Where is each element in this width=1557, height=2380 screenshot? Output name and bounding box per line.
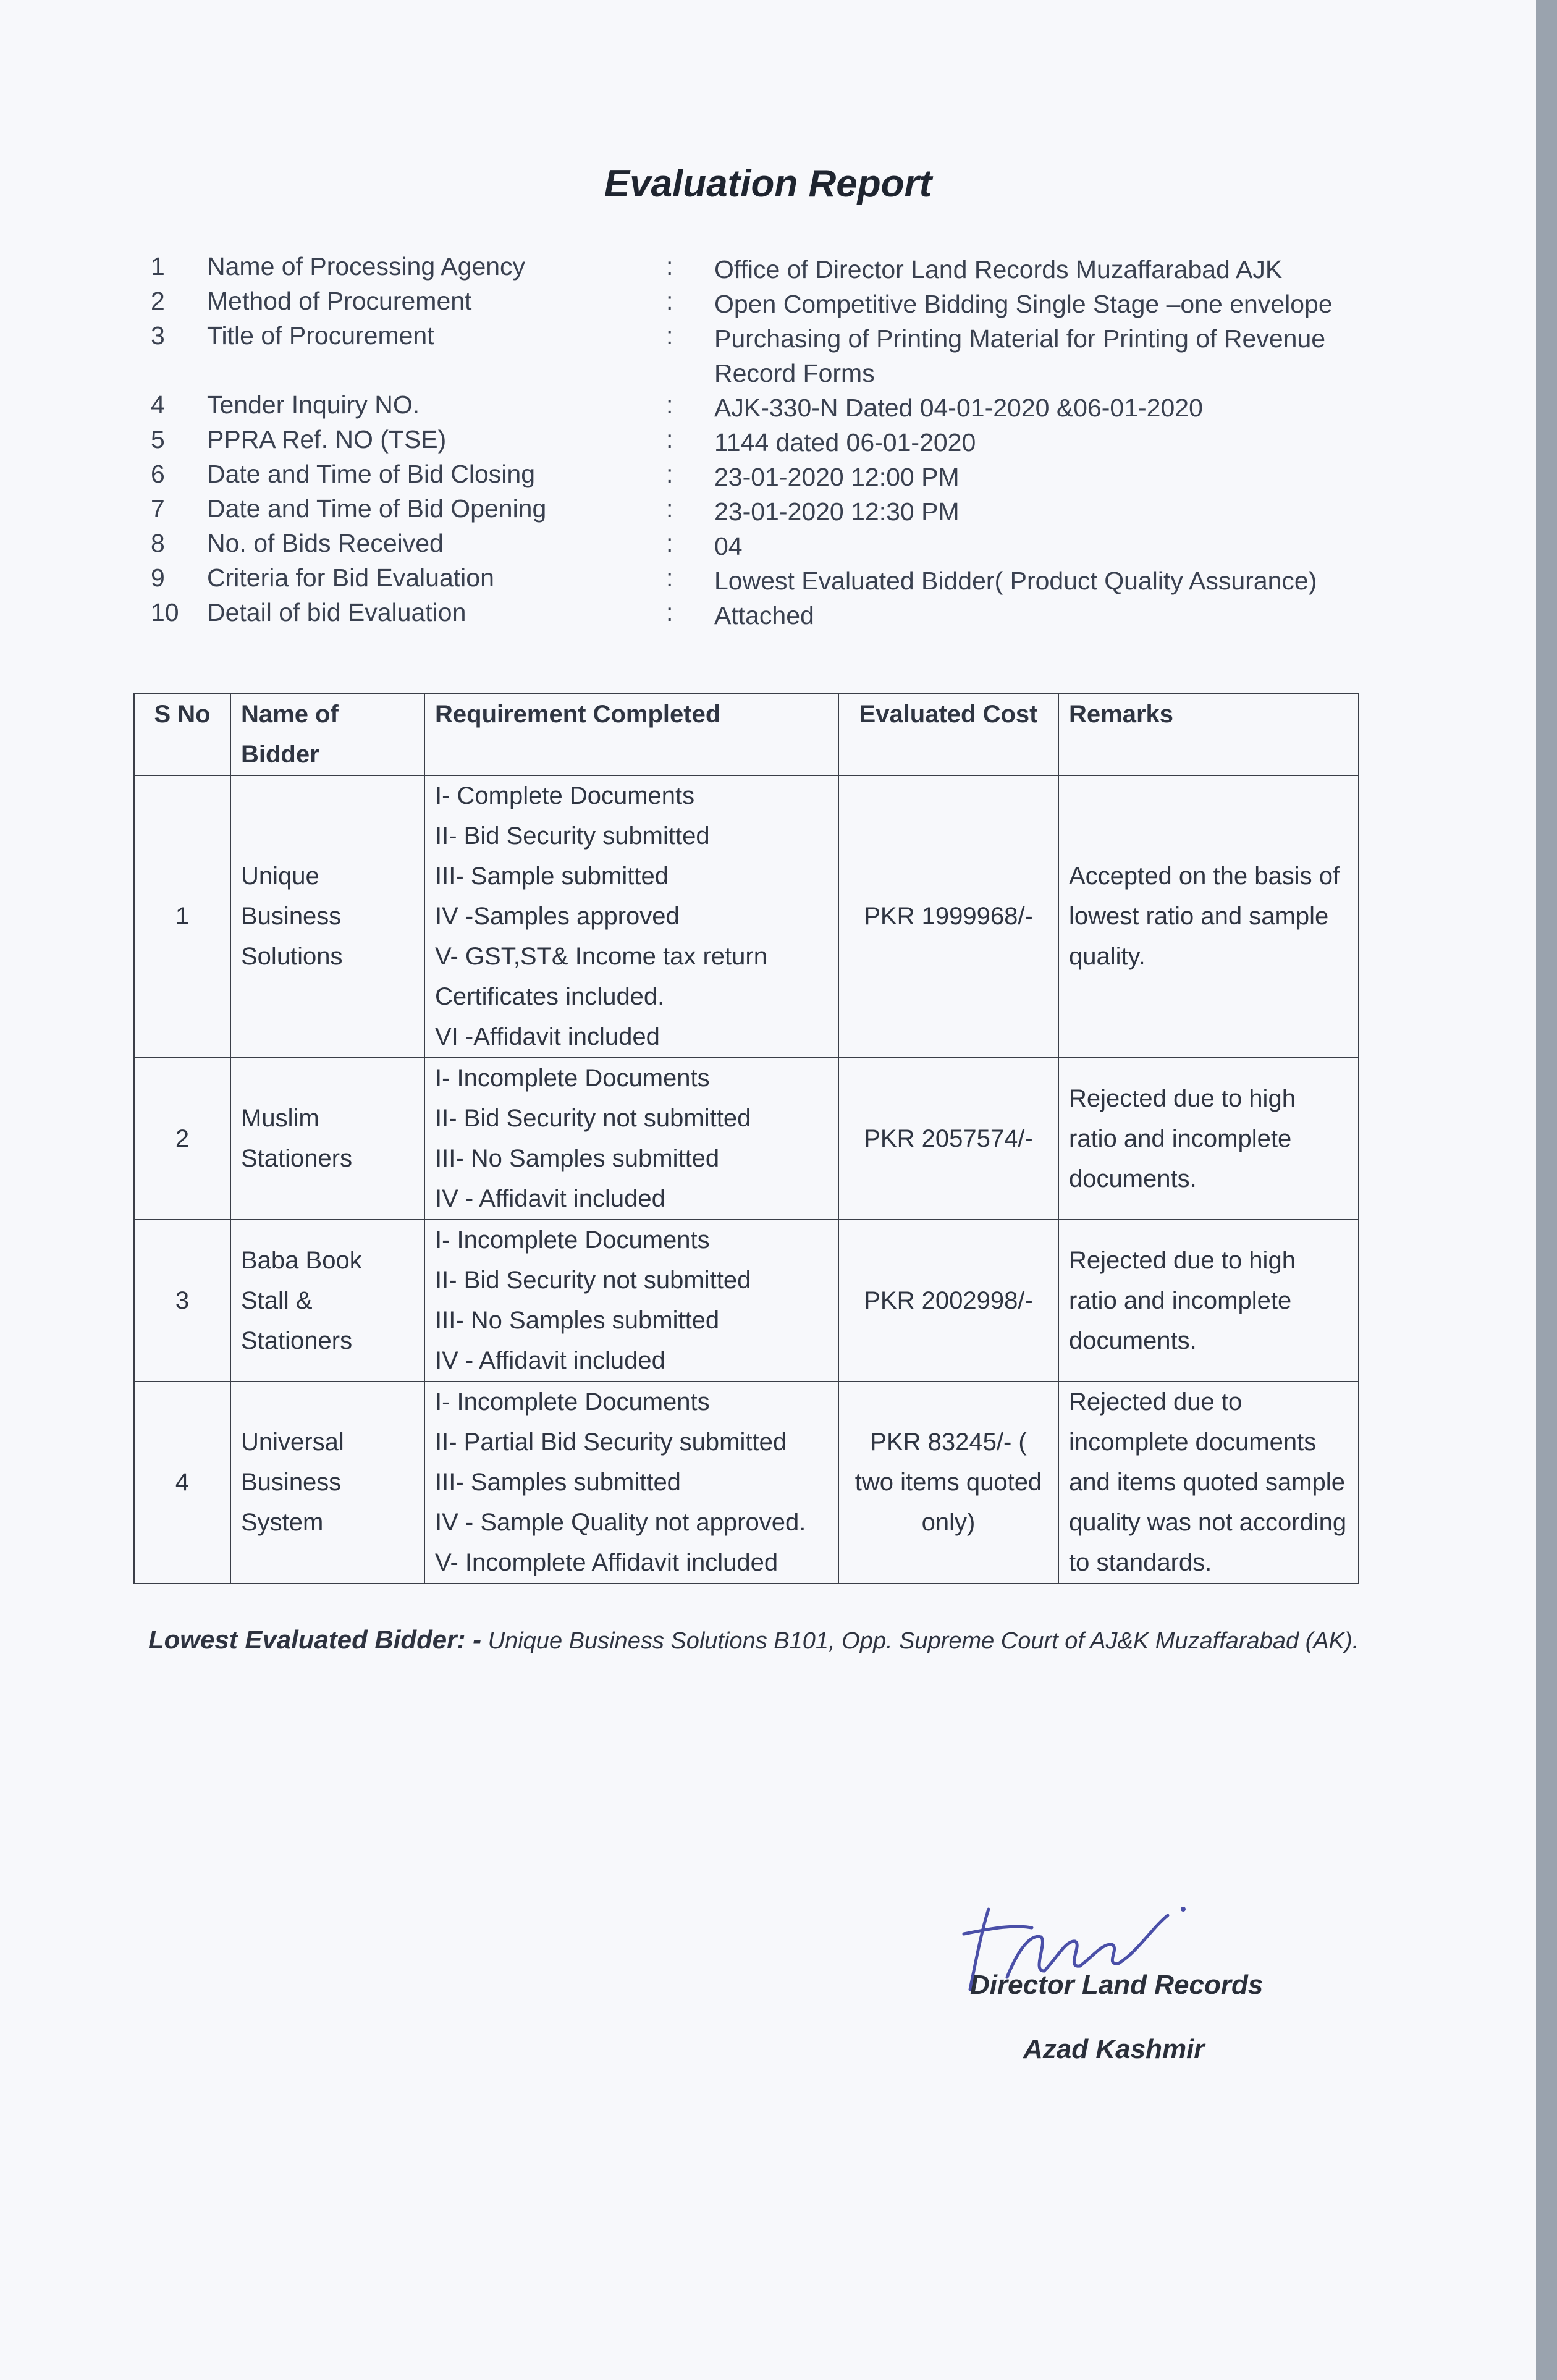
requirement-item: II- Bid Security not submitted xyxy=(435,1105,751,1132)
requirement-item: IV - Affidavit included xyxy=(435,1347,665,1374)
requirement-item: I- Incomplete Documents xyxy=(435,1388,710,1416)
info-colon: : xyxy=(666,460,673,488)
info-row xyxy=(0,287,1536,321)
info-label: Title of Procurement xyxy=(207,321,434,350)
info-row xyxy=(0,321,1536,387)
requirement-item: Certificates included. xyxy=(435,983,665,1010)
cell-remarks: Rejected due to high ratio and incomplete documents. xyxy=(1058,1058,1359,1220)
lowest-bidder-label: Lowest Evaluated Bidder: - xyxy=(148,1625,482,1654)
info-label: Name of Processing Agency xyxy=(207,252,526,281)
cell-sno: 3 xyxy=(134,1220,230,1382)
info-value: Lowest Evaluated Bidder( Product Quality Assurance) xyxy=(714,567,1317,595)
cell-bidder-name: Baba Book Stall & Stationers xyxy=(230,1220,424,1382)
table-row xyxy=(134,1382,1359,1584)
cell-evaluated-cost: PKR 1999968/- xyxy=(838,775,1058,1058)
signatory-subtitle: Azad Kashmir xyxy=(1023,2034,1205,2064)
table-row xyxy=(134,775,1359,1058)
info-value: AJK-330-N Dated 04-01-2020 &06-01-2020 xyxy=(714,394,1203,422)
info-value: 1144 dated 06-01-2020 xyxy=(714,428,976,457)
cell-requirements xyxy=(424,1058,838,1220)
info-label: Detail of bid Evaluation xyxy=(207,598,466,627)
info-number: 5 xyxy=(151,425,165,454)
info-value: Attached xyxy=(714,601,814,630)
requirement-item: V- GST,ST& Income tax return xyxy=(435,943,767,970)
cell-bidder-name: Universal Business System xyxy=(230,1382,424,1584)
cell-requirements xyxy=(424,1382,838,1584)
requirement-item: II- Bid Security not submitted xyxy=(435,1267,751,1294)
info-row xyxy=(0,563,1536,598)
info-colon: : xyxy=(666,321,673,350)
info-label: No. of Bids Received xyxy=(207,529,444,557)
info-colon: : xyxy=(666,425,673,454)
info-number: 8 xyxy=(151,529,165,557)
info-number: 6 xyxy=(151,460,165,488)
info-row xyxy=(0,425,1536,460)
cell-requirements xyxy=(424,775,838,1058)
info-row xyxy=(0,460,1536,494)
cell-bidder-name: Muslim Stationers xyxy=(230,1058,424,1220)
info-row xyxy=(0,494,1536,529)
scan-edge xyxy=(1536,0,1557,2380)
info-value: 23-01-2020 12:30 PM xyxy=(714,497,960,526)
requirement-item: IV - Affidavit included xyxy=(435,1185,665,1212)
info-number: 1 xyxy=(151,252,165,281)
cell-evaluated-cost: PKR 2057574/- xyxy=(838,1058,1058,1220)
cell-sno: 4 xyxy=(134,1382,230,1584)
info-number: 7 xyxy=(151,494,165,523)
requirement-item: I- Incomplete Documents xyxy=(435,1065,710,1092)
requirement-item: I- Complete Documents xyxy=(435,782,695,809)
requirement-item: IV -Samples approved xyxy=(435,903,680,930)
lowest-bidder-line xyxy=(148,1625,1446,1655)
info-colon: : xyxy=(666,563,673,592)
requirement-item: II- Bid Security submitted xyxy=(435,822,710,850)
info-label: Criteria for Bid Evaluation xyxy=(207,563,494,592)
info-colon: : xyxy=(666,287,673,315)
cell-remarks: Rejected due to high ratio and incomplete documents. xyxy=(1058,1220,1359,1382)
info-colon: : xyxy=(666,494,673,523)
header-bidder: Name of Bidder xyxy=(230,694,424,775)
info-value: 23-01-2020 12:00 PM xyxy=(714,463,960,491)
info-colon: : xyxy=(666,252,673,281)
requirement-item: IV - Sample Quality not approved. xyxy=(435,1509,806,1536)
cell-requirements xyxy=(424,1220,838,1382)
info-row xyxy=(0,598,1536,633)
info-value: Purchasing of Printing Material for Printing of Revenue Record Forms xyxy=(714,324,1326,387)
header-cost: Evaluated Cost xyxy=(838,694,1058,775)
requirement-item: V- Incomplete Affidavit included xyxy=(435,1549,778,1576)
info-label: Date and Time of Bid Opening xyxy=(207,494,547,523)
info-number: 4 xyxy=(151,390,165,419)
signatory-title: Director Land Records xyxy=(970,1970,1264,2000)
info-label: Tender Inquiry NO. xyxy=(207,390,420,419)
info-number: 10 xyxy=(151,598,179,627)
info-number: 3 xyxy=(151,321,165,350)
table-header-row xyxy=(134,694,1359,775)
header-sno: S No xyxy=(134,694,230,775)
requirement-item: III- Sample submitted xyxy=(435,863,669,890)
requirement-item: III- No Samples submitted xyxy=(435,1307,720,1334)
cell-remarks: Rejected due to incomplete documents and items quoted sample quality was not according to standards. xyxy=(1058,1382,1359,1584)
lowest-bidder-value: Unique Business Solutions B101, Opp. Supreme Court of AJ&K Muzaffarabad (AK). xyxy=(487,1628,1359,1654)
cell-evaluated-cost: PKR 83245/- ( two items quoted only) xyxy=(838,1382,1058,1584)
requirement-item: II- Partial Bid Security submitted xyxy=(435,1428,787,1456)
info-number: 9 xyxy=(151,563,165,592)
info-row xyxy=(0,252,1536,287)
header-remarks: Remarks xyxy=(1058,694,1359,775)
requirement-item: VI -Affidavit included xyxy=(435,1023,660,1050)
info-colon: : xyxy=(666,598,673,627)
info-row xyxy=(0,529,1536,563)
cell-sno: 2 xyxy=(134,1058,230,1220)
report-title: Evaluation Report xyxy=(604,162,932,205)
table-row xyxy=(134,1058,1359,1220)
info-value: Open Competitive Bidding Single Stage –one envelope xyxy=(714,290,1333,318)
info-value: 04 xyxy=(714,532,743,560)
requirement-item: I- Incomplete Documents xyxy=(435,1226,710,1254)
info-colon: : xyxy=(666,390,673,419)
cell-bidder-name: Unique Business Solutions xyxy=(230,775,424,1058)
requirement-item: III- Samples submitted xyxy=(435,1469,681,1496)
info-colon: : xyxy=(666,529,673,557)
info-row xyxy=(0,390,1536,425)
info-label: PPRA Ref. NO (TSE) xyxy=(207,425,447,454)
table-row xyxy=(134,1220,1359,1382)
info-label: Method of Procurement xyxy=(207,287,472,315)
cell-evaluated-cost: PKR 2002998/- xyxy=(838,1220,1058,1382)
info-label: Date and Time of Bid Closing xyxy=(207,460,535,488)
cell-sno: 1 xyxy=(134,775,230,1058)
info-number: 2 xyxy=(151,287,165,315)
header-requirement: Requirement Completed xyxy=(424,694,838,775)
evaluation-table xyxy=(133,693,1359,1584)
info-value: Office of Director Land Records Muzaffarabad AJK xyxy=(714,255,1283,284)
requirement-item: III- No Samples submitted xyxy=(435,1145,720,1172)
cell-remarks: Accepted on the basis of lowest ratio and sample quality. xyxy=(1058,775,1359,1058)
